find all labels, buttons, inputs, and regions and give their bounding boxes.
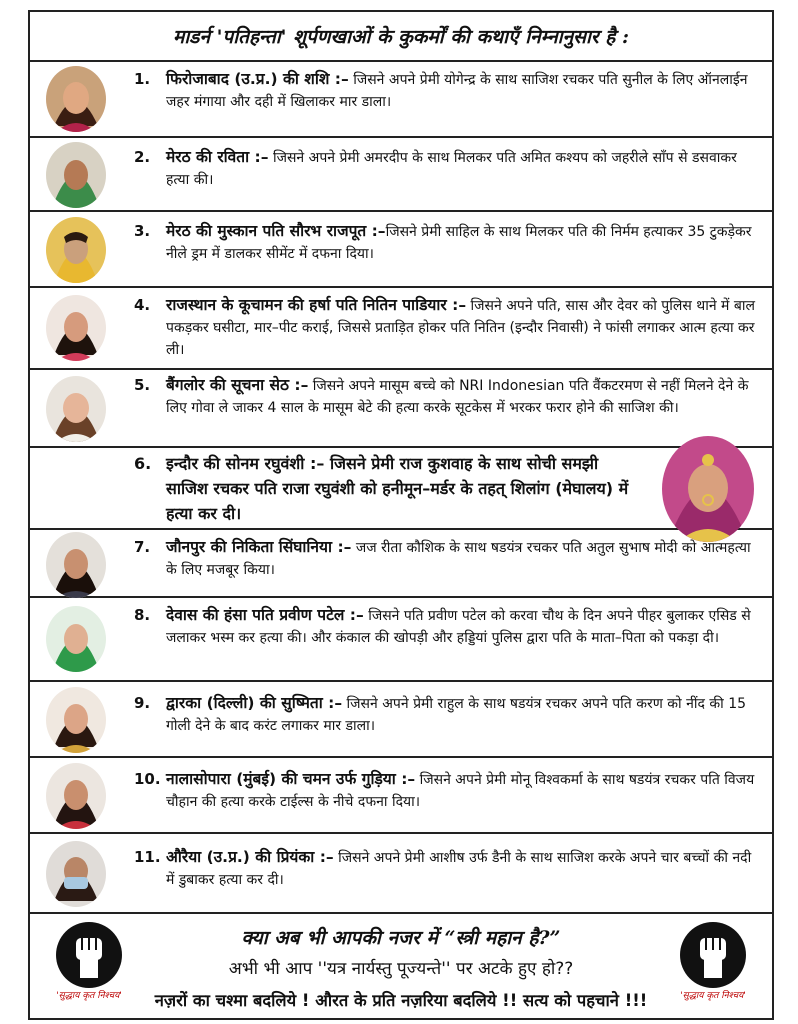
avatar: [46, 841, 106, 907]
bride-photo: [662, 436, 754, 542]
item-text: [166, 451, 640, 526]
avatar: [46, 606, 106, 672]
item-title: द्वारका (दिल्ली) की सुष्मिता :–: [166, 694, 343, 712]
item-desc: जिसने अपने प्रेमी राहुल के साथ षडयंत्र रचकर अपने पति करण को नींद की 15 गोली देने के बाद करंट लगाकर मार डाला।: [166, 696, 747, 734]
item-desc: जिसने पति प्रवीण पटेल को करवा चौथ के दिन अपने पीहर बुलाकर एसिड से जलाकर भस्म कर हत्या की। और कंकाल की खोपड़ी और हड्डियां पुलिस द्वारा पति के माता–पिता को पकड़ा दी।: [166, 608, 751, 646]
item-desc: जिसने प्रेमी साहिल के साथ मिलकर पति की निर्मम हत्याकर 35 टुकड़ेकर नीले ड्रम में डालकर सीमेंट में दफना दिया।: [166, 224, 752, 262]
list-item: [30, 834, 772, 914]
item-text: [166, 294, 760, 361]
page-title: माडर्न 'पतिहन्ता' शूर्पणखाओं के कुकर्मों की कथाएँ निम्नानुसार है :: [30, 12, 772, 62]
item-number: 1.: [134, 70, 151, 88]
list-item: [30, 370, 772, 448]
item-title: बैंगलोर की सूचना सेठ :–: [166, 376, 309, 394]
item-desc: जज रीता कौशिक के साथ षडयंत्र रचकर पति अतुल सुभाष मोदी को आत्महत्या के लिए मजबूर किया।: [166, 540, 751, 578]
item-title: जौनपुर की निकिता सिंघानिया :–: [166, 538, 352, 556]
item-desc: जिसने अपने प्रेमी मोनू विश्वकर्मा के साथ षडयंत्र रचकर पति विजय चौहान की हत्या करके टाईल्स के नीचे दफना दिया।: [166, 772, 755, 810]
item-number: 11.: [134, 848, 161, 866]
item-text: [166, 220, 760, 265]
avatar: [46, 66, 106, 132]
item-text: [166, 146, 760, 191]
logo-caption: 'सुद्धाय कृत निश्चय': [680, 991, 746, 1001]
item-number: 3.: [134, 222, 151, 240]
footer-line: अभी भी आप ''यत्र नार्यस्तु पूज्यन्ते'' पर अटके हुए हो??: [228, 959, 574, 979]
item-title: फिरोजाबाद (उ.प्र.) की शशि :–: [166, 70, 349, 88]
item-text: [166, 536, 760, 581]
item-desc: जिसने अपने मासूम बच्चे को NRI Indonesian पति वैंकटरमण से नहीं मिलने देने के लिए गोवा ले जाकर 4 साल के मासूम बेटे की हत्या करके सूटकेस में भरकर फरार होने की साजिश की।: [166, 378, 749, 416]
avatar: [46, 142, 106, 208]
footer-slogan: नज़रों का चश्मा बदलिये ! औरत के प्रति नज़रिया बदलिये !! सत्य को पहचाने !!!: [154, 991, 648, 1010]
avatar: [46, 217, 106, 283]
item-number: 2.: [134, 148, 151, 166]
avatar: [46, 295, 106, 361]
item-text: [166, 604, 760, 649]
list-item: [30, 598, 772, 682]
list-item: [30, 212, 772, 288]
item-desc: जिसने अपने प्रेमी अमरदीप के साथ मिलकर पति अमित कश्यप को जहरीले साँप से डसवाकर हत्या की।: [166, 150, 737, 188]
item-text: [166, 692, 760, 737]
avatar: [46, 532, 106, 598]
footer-question: क्या अब भी आपकी नजर में “स्त्री महान है?”: [241, 927, 561, 949]
item-title: इन्दौर की सोनम रघुवंशी :–: [166, 454, 325, 473]
item-number: 6.: [134, 454, 152, 473]
item-title: राजस्थान के कूचामन की हर्षा पति नितिन पाडियार :–: [166, 296, 467, 314]
list-item: [30, 758, 772, 834]
avatar: [46, 763, 106, 829]
list-item: [30, 682, 772, 758]
logo-caption: 'सुद्धाय कृत निश्चय': [56, 991, 122, 1001]
item-text: [166, 68, 760, 113]
item-desc: जिसने अपने पति, सास और देवर को पुलिस थाने में बाल पकड़कर घसीटा, मार–पीट कराई, जिससे प्रताड़ित होकर पति नितिन (इन्दौर निवासी) ने फांसी लगाकर आत्म हत्या कर ली।: [166, 298, 755, 358]
item-title: औरैया (उ.प्र.) की प्रियंका :–: [166, 848, 334, 866]
item-number: 7.: [134, 538, 151, 556]
list-item: [30, 60, 772, 138]
item-desc: जिसने अपने प्रेमी योगेन्द्र के साथ साजिश रचकर पति सुनील के लिए ऑनलाईन जहर मंगाया और दही में खिलाकर मार डाला।: [166, 72, 748, 110]
item-number: 4.: [134, 296, 151, 314]
footer: [30, 914, 772, 1018]
item-title: देवास की हंसा पति प्रवीण पटेल :–: [166, 606, 364, 624]
item-text: [166, 374, 760, 419]
item-desc: जिसने अपने प्रेमी आशीष उर्फ डैनी के साथ साजिश करके अपने चार बच्चों की नदी में डुबाकर हत्या कर दी।: [166, 850, 752, 888]
item-text: [166, 846, 760, 891]
list-item: [30, 530, 772, 598]
list-item: [30, 448, 772, 530]
item-desc: जिसने प्रेमी राज कुशवाह के साथ सोची समझी साजिश रचकर पति राजा रघुवंशी को हनीमून–मर्डर के तहत् शिलांग (मेघालय) में हत्या कर दी।: [166, 454, 629, 523]
item-title: मेरठ की मुस्कान पति सौरभ राजपूत :–: [166, 222, 386, 240]
item-title: नालासोपारा (मुंबई) की चमन उर्फ गुड़िया :–: [166, 770, 416, 788]
list-item: [30, 288, 772, 370]
avatar: [46, 376, 106, 442]
item-title: मेरठ की रविता :–: [166, 148, 269, 166]
avatar: [46, 687, 106, 753]
item-text: [166, 768, 760, 813]
list-item: [30, 138, 772, 212]
item-number: 10.: [134, 770, 161, 788]
item-number: 8.: [134, 606, 151, 624]
item-number: 9.: [134, 694, 151, 712]
item-number: 5.: [134, 376, 151, 394]
